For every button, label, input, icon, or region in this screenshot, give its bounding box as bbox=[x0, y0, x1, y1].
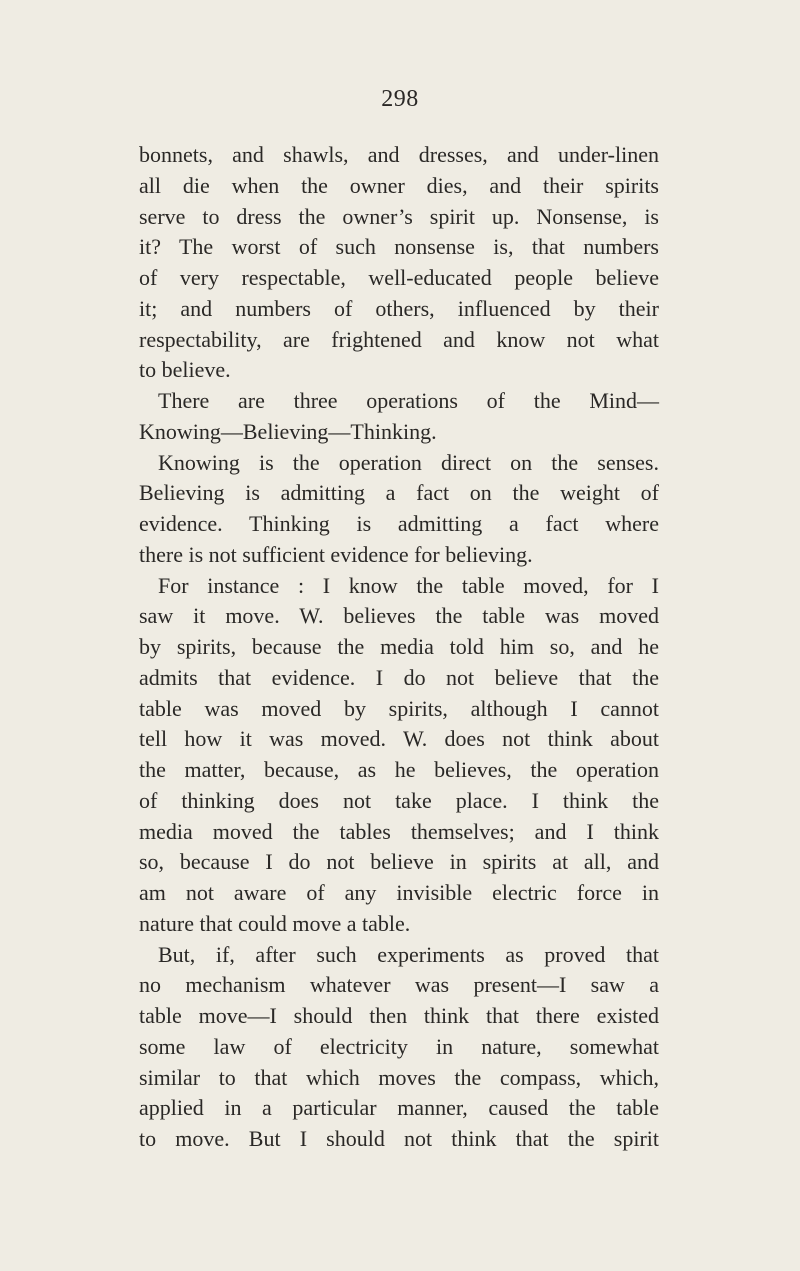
text-line: evidence. Thinking is admitting a fact where bbox=[139, 511, 659, 536]
text-line: But, if, after such experiments as proved that bbox=[158, 941, 659, 967]
text-line: of thinking does not take place. I think the bbox=[139, 787, 659, 813]
text-line: table was moved by spirits, although I cannot bbox=[139, 695, 659, 721]
text-line: nature that could move a table. bbox=[139, 910, 411, 936]
text-line: Knowing—Believing—Thinking. bbox=[139, 418, 437, 444]
text-line: serve to dress the owner’s spirit up. Nonsense, is bbox=[139, 203, 659, 229]
text-line: it; and numbers of others, influenced by their bbox=[139, 295, 659, 321]
text-line: For instance : I know the table moved, for I bbox=[158, 572, 659, 598]
text-line: some law of electricity in nature, somewhat bbox=[139, 1033, 659, 1059]
text-line: Knowing is the operation direct on the senses. bbox=[158, 449, 659, 475]
text-line: There are three operations of the Mind— bbox=[158, 388, 659, 413]
text-line: the matter, because, as he believes, the operation bbox=[139, 757, 659, 782]
text-line: by spirits, because the media told him so, and he bbox=[139, 634, 659, 659]
text-line: saw it move. W. believes the table was moved bbox=[139, 603, 659, 629]
text-line: all die when the owner dies, and their spirits bbox=[139, 172, 659, 198]
text-line: to believe. bbox=[139, 357, 231, 383]
text-line: tell how it was moved. W. does not think about bbox=[139, 726, 659, 752]
body-text bbox=[139, 140, 659, 1155]
text-line: of very respectable, well-educated people believe bbox=[139, 265, 659, 290]
text-line: no mechanism whatever was present—I saw a bbox=[139, 972, 659, 998]
text-line: Believing is admitting a fact on the weight of bbox=[139, 480, 659, 506]
text-line: respectability, are frightened and know not what bbox=[139, 326, 659, 352]
text-line: similar to that which moves the compass, which, bbox=[139, 1064, 659, 1090]
text-line: media moved the tables themselves; and I think bbox=[139, 818, 659, 844]
text-line: so, because I do not believe in spirits at all, and bbox=[139, 849, 659, 875]
text-line: am not aware of any invisible electric force in bbox=[139, 880, 659, 905]
text-line: it? The worst of such nonsense is, that numbers bbox=[139, 234, 659, 260]
text-line: table move—I should then think that there existed bbox=[139, 1003, 659, 1028]
text-line: there is not sufficient evidence for believing. bbox=[139, 541, 533, 567]
text-line: admits that evidence. I do not believe that the bbox=[139, 664, 659, 690]
text-line: to move. But I should not think that the spirit bbox=[139, 1126, 659, 1151]
page-number: 298 bbox=[381, 86, 419, 112]
text-line: bonnets, and shawls, and dresses, and under-linen bbox=[139, 142, 659, 167]
text-line: applied in a particular manner, caused the table bbox=[139, 1095, 659, 1121]
